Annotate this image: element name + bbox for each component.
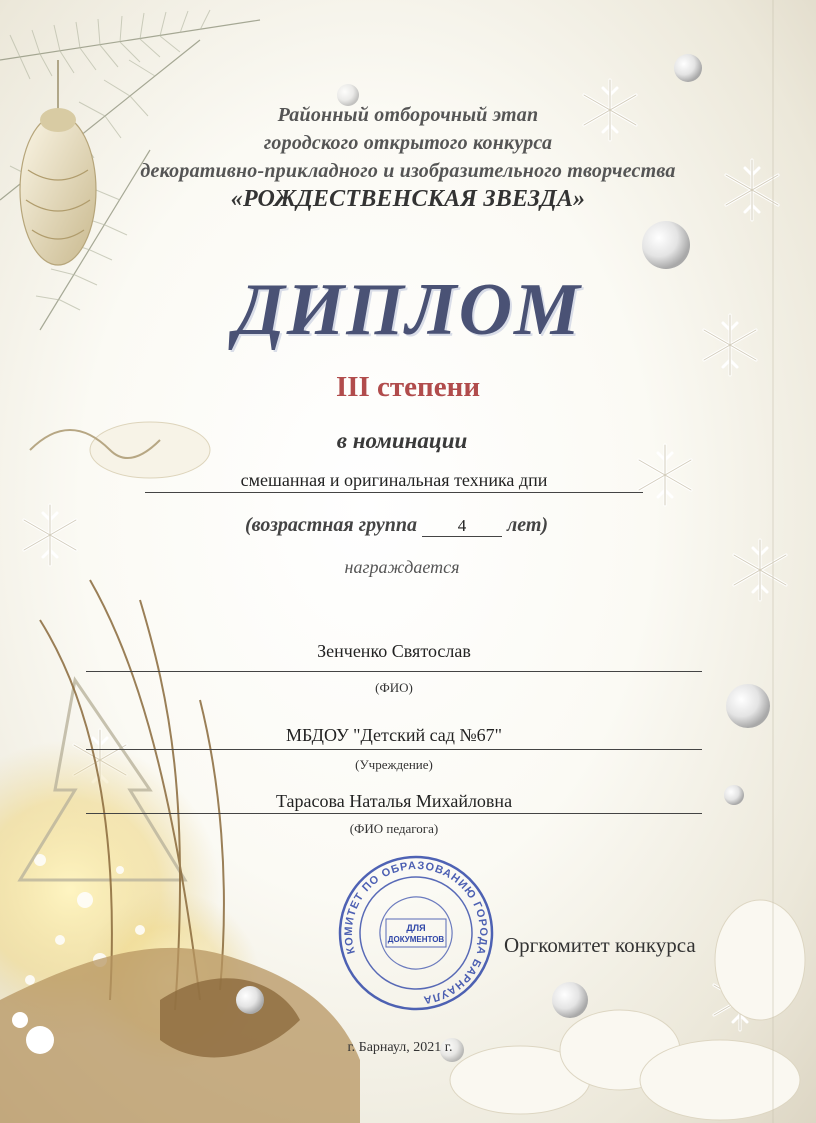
- stamp-ring-text: КОМИТЕТ ПО ОБРАЗОВАНИЮ ГОРОДА БАРНАУЛА: [342, 859, 490, 1006]
- teacher-underline: [86, 813, 702, 814]
- nomination-label: в номинации: [336, 428, 468, 453]
- age-group-suffix: лет): [506, 514, 549, 536]
- header-line-2: городского открытого конкурса: [263, 132, 553, 154]
- recipient-name: Зенченко Святослав: [317, 641, 471, 661]
- age-group-prefix: (возрастная группа: [245, 514, 417, 536]
- official-stamp: [336, 853, 496, 1013]
- teacher-caption: (ФИО педагога): [349, 821, 439, 836]
- age-group: [245, 514, 548, 537]
- organizer-label: Оргкомитет конкурса: [504, 933, 696, 957]
- nomination-value: смешанная и оригинальная техника дпи: [240, 470, 548, 490]
- recipient-underline: [86, 671, 702, 672]
- recipient-caption: (ФИО): [375, 680, 413, 695]
- diploma-title: ДИПЛОМ: [234, 269, 582, 351]
- institution-underline: [86, 749, 702, 750]
- stamp-center-line-1: ДЛЯ: [406, 923, 426, 933]
- institution-caption: (Учреждение): [355, 757, 433, 772]
- degree-label: III степени: [335, 371, 481, 403]
- teacher-name: Тарасова Наталья Михайловна: [275, 791, 513, 811]
- stamp-center-line-2: ДОКУМЕНТОВ: [387, 935, 445, 944]
- header-line-1: Районный отборочный этап: [277, 104, 539, 126]
- awarded-label: награждается: [344, 557, 460, 577]
- city-year: г. Барнаул, 2021 г.: [347, 1040, 453, 1055]
- institution-name: МБДОУ "Детский сад №67": [286, 725, 502, 745]
- nomination-underline: [145, 492, 643, 493]
- contest-name: «РОЖДЕСТВЕНСКАЯ ЗВЕЗДА»: [230, 186, 586, 212]
- age-group-value: 4: [422, 516, 502, 537]
- header-line-3: декоративно-прикладного и изобразительного творчества: [140, 160, 676, 182]
